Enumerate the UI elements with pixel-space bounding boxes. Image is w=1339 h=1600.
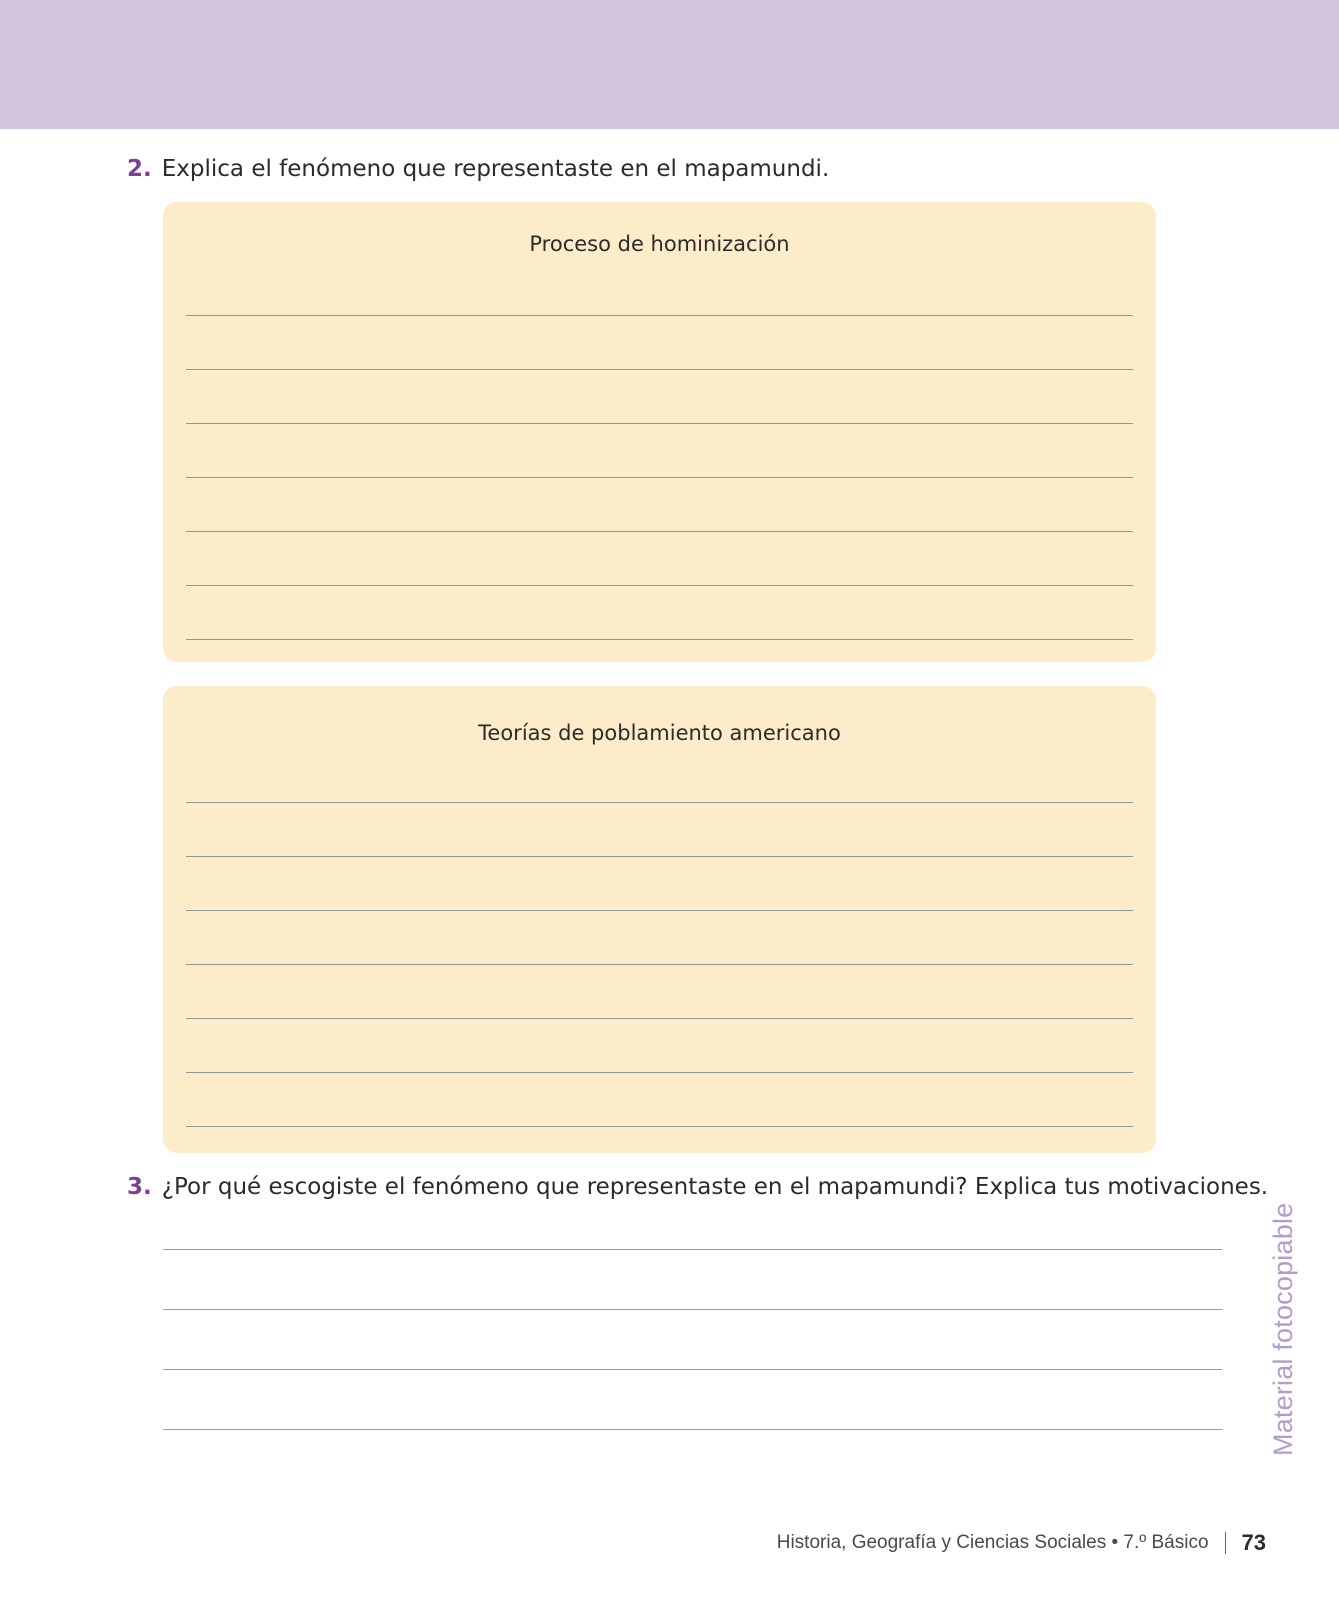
answer-box-poblamiento — [163, 686, 1156, 1153]
writing-line[interactable] — [186, 315, 1133, 316]
writing-line[interactable] — [186, 802, 1133, 803]
writing-line[interactable] — [186, 856, 1133, 857]
writing-line[interactable] — [186, 423, 1133, 424]
footer — [777, 1530, 1266, 1556]
writing-line[interactable] — [186, 964, 1133, 965]
box-title: Teorías de poblamiento americano — [478, 721, 841, 745]
writing-line[interactable] — [186, 585, 1133, 586]
header-band — [0, 0, 1339, 129]
writing-line[interactable] — [163, 1309, 1222, 1310]
page-number: 73 — [1241, 1530, 1266, 1555]
writing-line[interactable] — [186, 1072, 1133, 1073]
question-number: 2. — [127, 156, 152, 182]
question-3 — [127, 1173, 1268, 1201]
side-label: Material fotocopiable — [1268, 1202, 1298, 1456]
footer-divider — [1225, 1532, 1226, 1554]
writing-line[interactable] — [186, 1018, 1133, 1019]
question-text: ¿Por qué escogiste el fenómeno que representaste en el mapamundi? Explica tus motivaciones. — [161, 1174, 1269, 1200]
writing-line[interactable] — [163, 1429, 1222, 1430]
box-title: Proceso de hominización — [529, 232, 790, 256]
writing-line[interactable] — [163, 1249, 1222, 1250]
writing-line[interactable] — [186, 477, 1133, 478]
question-number: 3. — [127, 1174, 152, 1200]
writing-line[interactable] — [186, 531, 1133, 532]
answer-box-hominizacion — [163, 202, 1156, 662]
footer-book-title: Historia, Geografía y Ciencias Sociales • 7.º Básico — [776, 1532, 1209, 1553]
writing-line[interactable] — [186, 369, 1133, 370]
question-text: Explica el fenómeno que representaste en el mapamundi. — [161, 156, 830, 182]
writing-line[interactable] — [186, 1126, 1133, 1127]
writing-line[interactable] — [186, 910, 1133, 911]
writing-line[interactable] — [186, 639, 1133, 640]
question-2 — [127, 155, 829, 183]
writing-line[interactable] — [163, 1369, 1222, 1370]
